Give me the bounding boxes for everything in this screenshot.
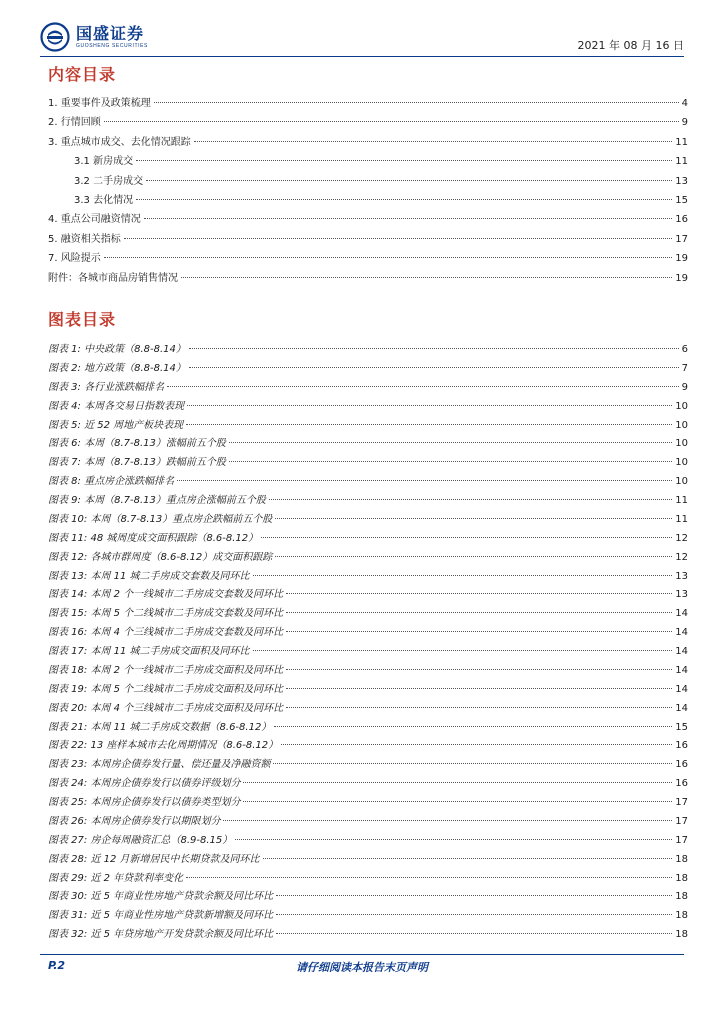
chart-list-item[interactable] [48,379,688,398]
toc-item-label: 3.3 去化情况 [74,194,134,206]
brand-name-cn: 国盛证券 [76,23,145,43]
dot-leader [194,141,673,142]
chart-list-item-page: 14 [675,627,688,639]
chart-list-item-label: 图表 16: 本周 4 个三线城市二手房成交套数及同环比 [48,627,284,639]
chart-list-item[interactable] [48,662,688,681]
report-date: 2021 年 08 月 16 日 [577,39,684,52]
dot-leader [281,744,672,745]
toc-item-page: 9 [681,117,688,129]
chart-list-item-page: 11 [675,513,688,525]
chart-list-item[interactable] [48,530,688,549]
dot-leader [177,480,672,481]
page-header [40,22,684,54]
dot-leader [286,631,672,632]
chart-list-item[interactable] [48,398,688,417]
dot-leader [275,556,672,557]
chart-list-item-page: 16 [675,740,688,752]
chart-list-item-page: 13 [675,570,688,582]
chart-list-item-page: 14 [675,702,688,714]
chart-list-item-page: 7 [681,362,688,374]
dot-leader [154,102,679,103]
toc-item-page: 19 [675,253,688,265]
chart-list-item-label: 图表 28: 近 12 月新增居民中长期贷款及同环比 [48,853,260,865]
dot-leader [286,593,672,594]
chart-list-item-label: 图表 31: 近 5 年商业性房地产贷款新增额及同环比 [48,910,274,922]
dot-leader [189,367,679,368]
brand-logo [40,22,148,52]
dot-leader [223,820,672,821]
chart-list-item-page: 18 [675,853,688,865]
chart-list-item-label: 图表 1: 中央政策（8.8-8.14） [48,344,186,355]
toc-item-page: 16 [675,214,688,226]
toc-item-label: 2. 行情回顾 [48,117,101,129]
dot-leader [276,933,672,934]
dot-leader [187,405,672,406]
dot-leader [136,199,672,200]
chart-list-item-label: 图表 22: 13 座样本城市去化周期情况（8.6-8.12） [48,740,279,752]
toc-item-label: 附件：各城市商品房销售情况 [48,272,178,284]
chart-list-item-page: 15 [675,721,688,733]
dot-leader [286,669,672,670]
toc-item[interactable] [48,191,688,210]
chart-list-item-page: 10 [675,438,688,450]
chart-list-item[interactable] [48,700,688,719]
toc-item-label: 5. 融资相关指标 [48,233,121,245]
chart-list-item[interactable] [48,832,688,851]
chart-list-item-page: 9 [681,381,688,393]
chart-list-item-page: 18 [675,929,688,941]
dot-leader [261,537,672,538]
chart-list-item-label: 图表 13: 本周 11 城二手房成交套数及同环比 [48,570,250,582]
charts-list [48,341,688,945]
dot-leader [229,442,672,443]
chart-list-item-label: 图表 9: 本周（8.7-8.13）重点房企涨幅前五个股 [48,495,266,506]
chart-list-item[interactable] [48,643,688,662]
chart-list-item-label: 图表 30: 近 5 年商业性房地产贷款余额及同比环比 [48,891,274,903]
chart-list-item-label: 图表 23: 本周房企债券发行量、偿还量及净融资额 [48,759,271,771]
chart-list-item[interactable] [48,681,688,700]
chart-list-item[interactable] [48,756,688,775]
dot-leader [253,650,673,651]
toc-item[interactable] [48,94,688,113]
toc-item-page: 11 [675,156,688,168]
toc-item[interactable] [48,269,688,288]
toc-item-page: 11 [675,136,688,148]
dot-leader [243,801,672,802]
dot-leader [253,575,673,576]
chart-list-item[interactable] [48,870,688,889]
chart-list-item[interactable] [48,473,688,492]
chart-list-item-page: 16 [675,778,688,790]
chart-list-item[interactable] [48,775,688,794]
chart-list-item-page: 14 [675,683,688,695]
dot-leader [276,895,672,896]
chart-list-item[interactable] [48,568,688,587]
chart-list-item-page: 17 [675,834,688,846]
dot-leader [104,257,673,258]
chart-list-item[interactable] [48,888,688,907]
toc-item[interactable] [48,249,688,268]
chart-list-item[interactable] [48,605,688,624]
chart-list-item[interactable] [48,511,688,530]
dot-leader [286,612,672,613]
toc-title: 内容目录 [48,65,117,84]
toc-item[interactable] [48,230,688,249]
chart-list-item-label: 图表 6: 本周（8.7-8.13）涨幅前五个股 [48,438,226,450]
toc-item-page: 19 [675,272,688,284]
toc-item-page: 15 [675,194,688,206]
chart-list-item-label: 图表 21: 本周 11 城二手房成交数据（8.6-8.12） [48,721,272,733]
toc-item-label: 1. 重要事件及政策梳理 [48,98,151,109]
dot-leader [286,707,672,708]
chart-list-item-label: 图表 26: 本周房企债券发行以期限划分 [48,815,221,827]
chart-list-item-page: 17 [675,797,688,808]
chart-list-item-label: 图表 25: 本周房企债券发行以债券类型划分 [48,797,241,808]
disclaimer-note: 请仔细阅读本报告末页声明 [296,961,428,974]
chart-list-item[interactable] [48,360,688,379]
dot-leader [229,461,672,462]
chart-list-item[interactable] [48,417,688,436]
chart-list-item-label: 图表 24: 本周房企债券发行以债券评级划分 [48,778,241,790]
footer-divider [40,954,684,955]
chart-list-item[interactable] [48,813,688,832]
toc-item[interactable] [48,210,688,229]
toc-item[interactable] [48,172,688,191]
chart-list-item-label: 图表 12: 各城市群周度（8.6-8.12）成交面积跟踪 [48,551,273,563]
chart-list-item[interactable] [48,794,688,813]
dot-leader [189,348,679,349]
toc-list [48,94,688,288]
chart-list-item-label: 图表 19: 本周 5 个二线城市二手房成交面积及同环比 [48,683,284,695]
chart-list-item[interactable] [48,549,688,568]
chart-list-item-label: 图表 5: 近 52 周地产板块表现 [48,419,184,431]
chart-list-item[interactable] [48,719,688,738]
chart-list-item-label: 图表 3: 各行业涨跌幅排名 [48,381,165,393]
chart-list-item-label: 图表 14: 本周 2 个一线城市二手房成交套数及同环比 [48,589,284,601]
dot-leader [186,877,672,878]
chart-list-item-label: 图表 20: 本周 4 个三线城市二手房成交面积及同环比 [48,702,284,714]
page-number: P.2 [48,959,66,972]
chart-list-item[interactable] [48,737,688,756]
chart-list-item[interactable] [48,435,688,454]
chart-list-item-page: 10 [675,419,688,431]
dot-leader [263,858,673,859]
toc-item-page: 13 [675,175,688,187]
chart-list-item-label: 图表 27: 房企每周融资汇总（8.9-8.15） [48,834,233,846]
chart-list-item[interactable] [48,454,688,473]
dot-leader [144,218,673,219]
chart-list-item[interactable] [48,341,688,360]
dot-leader [181,277,672,278]
chart-list-item-label: 图表 32: 近 5 年贷房地产开发贷款余额及同比环比 [48,929,274,941]
chart-list-item[interactable] [48,624,688,643]
chart-list-item-page: 18 [675,910,688,922]
toc-item-label: 3.2 二手房成交 [74,175,144,187]
chart-list-item-page: 17 [675,815,688,827]
toc-item[interactable] [48,152,688,171]
chart-list-item-label: 图表 2: 地方政策（8.8-8.14） [48,362,186,374]
dot-leader [286,688,672,689]
dot-leader [104,121,679,122]
toc-item-label: 7. 风险提示 [48,253,101,265]
dot-leader [275,518,672,519]
chart-list-item-page: 10 [675,457,688,469]
chart-list-item-page: 12 [675,532,688,544]
toc-item[interactable] [48,133,688,152]
dot-leader [186,424,672,425]
charts-title: 图表目录 [48,310,117,329]
chart-list-item-label: 图表 8: 重点房企涨跌幅排名 [48,476,175,488]
chart-list-item-page: 18 [675,872,688,884]
dot-leader [136,160,672,161]
chart-list-item-page: 14 [675,646,688,657]
guosheng-logo-icon [40,22,70,52]
toc-item-page: 17 [675,233,688,245]
dot-leader [235,839,672,840]
chart-list-item-label: 图表 11: 48 城周度成交面积跟踪（8.6-8.12） [48,532,259,544]
chart-list-item-label: 图表 4: 本周各交易日指数表现 [48,400,185,412]
chart-list-item-page: 10 [675,400,688,412]
chart-list-item-label: 图表 7: 本周（8.7-8.13）跌幅前五个股 [48,457,226,469]
chart-list-item-page: 14 [675,608,688,620]
chart-list-item-page: 13 [675,589,688,601]
chart-list-item[interactable] [48,492,688,511]
chart-list-item[interactable] [48,926,688,945]
toc-item[interactable] [48,113,688,132]
chart-list-item[interactable] [48,851,688,870]
chart-list-item[interactable] [48,586,688,605]
dot-leader [274,726,672,727]
chart-list-item-page: 12 [675,551,688,563]
chart-list-item-label: 图表 15: 本周 5 个二线城市二手房成交套数及同环比 [48,608,284,620]
toc-item-page: 4 [681,98,688,109]
dot-leader [167,386,679,387]
chart-list-item-page: 6 [681,344,688,355]
dot-leader [269,499,672,500]
chart-list-item-page: 10 [675,476,688,488]
chart-list-item-label: 图表 17: 本周 11 城二手房成交面积及同环比 [48,646,250,657]
chart-list-item-page: 11 [675,495,688,506]
chart-list-item-label: 图表 10: 本周（8.7-8.13）重点房企跌幅前五个股 [48,513,273,525]
dot-leader [276,914,672,915]
brand-name-en: GUOSHENG SECURITIES [76,42,148,49]
dot-leader [243,782,672,783]
chart-list-item-page: 16 [675,759,688,771]
dot-leader [146,180,672,181]
toc-item-label: 4. 重点公司融资情况 [48,214,141,226]
chart-list-item[interactable] [48,907,688,926]
chart-list-item-label: 图表 29: 近 2 年贷款利率变化 [48,872,184,884]
header-divider [40,56,684,57]
chart-list-item-page: 18 [675,891,688,903]
dot-leader [273,763,672,764]
toc-item-label: 3. 重点城市成交、去化情况跟踪 [48,136,191,148]
toc-item-label: 3.1 新房成交 [74,156,134,168]
chart-list-item-label: 图表 18: 本周 2 个一线城市二手房成交面积及同环比 [48,664,284,676]
chart-list-item-page: 14 [675,664,688,676]
dot-leader [124,238,673,239]
